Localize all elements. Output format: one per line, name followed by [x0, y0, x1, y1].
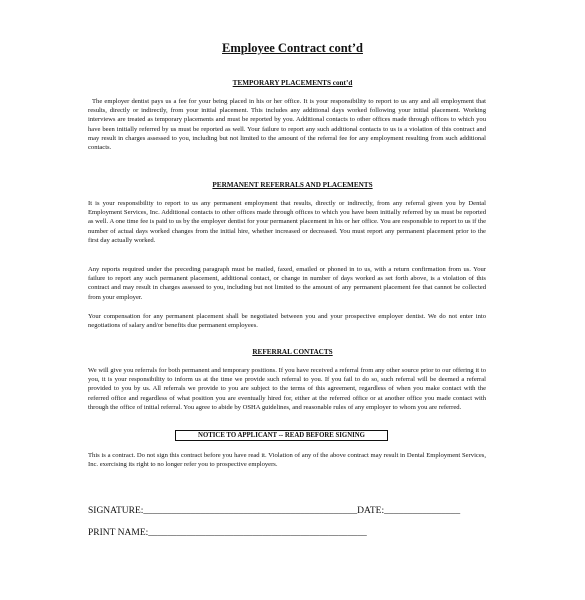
print-name-label: PRINT NAME: — [88, 528, 149, 538]
temporary-placements-paragraph: The employer dentist pays us a fee for your being placed in his or her office. It is your responsibility to report to us any and all employment that results, directly or indirectly, from your initial placement. This includes any additional days worked following your initial placement. Working interviews are treated as temporary placements and must be reported by you. Additional contacts to other offices made through offices to which you have been initially referred by us must be reported as well. Your failure to report any such additional contacts to us is a violation of this contract and may result in charges assessed to you, including but not limited to the amount of the referral fee for any employment resulting from such additional contacts. — [88, 98, 486, 152]
referral-contacts-heading: REFERRAL CONTACTS — [252, 348, 333, 356]
permanent-paragraph-3: Your compensation for any permanent placement shall be negotiated between you and your prospective employer dentist. We do not enter into negotiations of salary and/or benefits due permanent employees. — [88, 313, 486, 330]
permanent-referrals-heading: PERMANENT REFERRALS AND PLACEMENTS — [212, 181, 373, 189]
print-name-row — [88, 528, 367, 538]
notice-paragraph: This is a contract. Do not sign this contract before you have read it. Violation of any of the above contract may result in Dental Employment Services, Inc. exercising its right to no longer refer you to prospective employers. — [88, 452, 486, 469]
permanent-paragraph-1: It is your responsibility to report to us any permanent employment that results, directly or indirectly, from any referral given you by Dental Employment Services, Inc. Additional contacts to other offices made through offices to which you have been initially referred by us must be reported as well. A one time fee is paid to us by the employer dentist for your permanent placement in his or her office. You are responsible to report to us if the number of actual days worked changes from the initial hire, whether increased or decreased. You must report any permanent placement prior to the first day actually worked. — [88, 200, 486, 244]
date-field[interactable]: ________________ — [384, 506, 461, 516]
date-label: DATE: — [357, 506, 385, 516]
signature-field[interactable]: _____________________________________________ — [143, 506, 358, 516]
permanent-paragraph-2: Any reports required under the preceding paragraph must be mailed, faxed, emailed or phoned in to us, with a return confirmation from us. Your failure to report any such permanent placement, additional contact, or change in number of days worked as set forth above, is a violation of this contract and may result in charges assessed to you, including but not limited to the amount of any permanent placement fee that cannot be collected from your employer. — [88, 266, 486, 301]
page-title: Employee Contract cont’d — [222, 41, 363, 55]
signature-label: SIGNATURE: — [88, 506, 144, 516]
referral-contacts-paragraph: We will give you referrals for both permanent and temporary positions. If you have received a referral from any other source prior to our offering it to you, it is your responsibility to inform us at the time we provide such referral to you. If you fail to do so, such referral will be deemed a referral provided to you by us. All referrals we provide to you are subject to the terms of this agreement, regardless of when you make contact with the referred office and regardless of what position you are eventually hired for, either at the referred office or at another office you made contact with through the office of initial referral. You agree to abide by OSHA guidelines, and reasonable rules of any employer to whom you are referred. — [88, 367, 486, 411]
print-name-field[interactable]: ______________________________________________ — [148, 528, 367, 538]
notice-to-applicant-box: NOTICE TO APPLICANT -- READ BEFORE SIGNING — [175, 430, 388, 441]
temporary-placements-heading: TEMPORARY PLACEMENTS cont’d — [232, 79, 353, 87]
signature-row — [88, 506, 460, 516]
